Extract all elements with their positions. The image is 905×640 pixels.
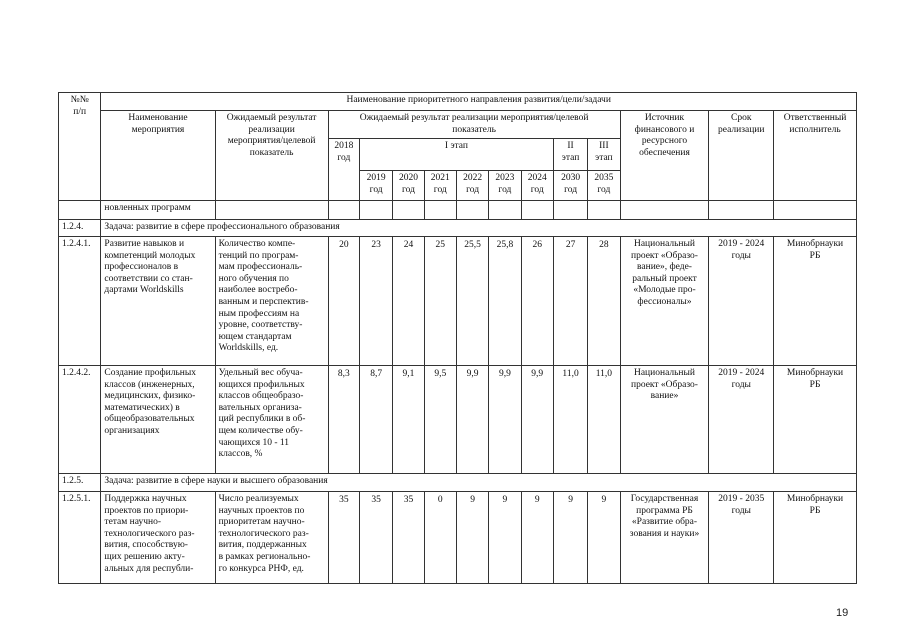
value-2018: 35 xyxy=(328,492,359,584)
page-number: 19 xyxy=(836,607,849,619)
header-direction: Наименование приоритетного направления развития/цели/задачи xyxy=(101,93,857,111)
expected-result: Количество компе- тенций по програм- мам профессиональ- ного обучения по наиболее востребо- ванным и перспектив- ным профессиям на уровне, соответству- ющем стандартам Worldskills, ед. xyxy=(215,237,328,366)
header-stage-1: I этап xyxy=(360,139,554,171)
event-name: Создание профильных классов (инженерных, медицинских, физико- математических) в общеобразовательных организациях xyxy=(101,366,215,474)
continuation-name: новленных программ xyxy=(101,201,215,220)
header-funding-source: Источник финансового и ресурсного обеспечения xyxy=(620,111,709,201)
term: 2019 - 2035 годы xyxy=(709,492,774,584)
value-2019: 8,7 xyxy=(360,366,393,474)
value-2030: 11,0 xyxy=(553,366,587,474)
value-2020: 35 xyxy=(393,492,424,584)
value-2035: 9 xyxy=(588,492,620,584)
task-text: Задача: развитие в сфере науки и высшего образования xyxy=(101,474,857,492)
table-row xyxy=(59,237,857,366)
header-year-2035: 2035 год xyxy=(588,171,620,201)
value-2023: 9 xyxy=(489,492,521,584)
event-name: Поддержка научных проектов по приори- тетам научно- технологического раз- вития, способствую- щих решению акту- альных для республи- xyxy=(101,492,215,584)
value-2021: 9,5 xyxy=(424,366,456,474)
event-name: Развитие навыков и компетенций молодых профессионалов в соответствии со стан- дартами Worldskills xyxy=(101,237,215,366)
value-2022: 9,9 xyxy=(456,366,488,474)
row-number: 1.2.4.1. xyxy=(59,237,101,366)
header-year-2020: 2020 год xyxy=(393,171,424,201)
row-number: 1.2.4.2. xyxy=(59,366,101,474)
value-2024: 26 xyxy=(521,237,553,366)
responsible: Минобрнауки РБ xyxy=(774,492,857,584)
header-row-1 xyxy=(59,93,857,111)
header-row-number: №№ п/п xyxy=(59,93,101,201)
header-year-2018: 2018 год xyxy=(328,139,359,201)
value-2022: 9 xyxy=(456,492,488,584)
funding-source: Национальный проект «Образо- вание» xyxy=(620,366,709,474)
value-2018: 20 xyxy=(328,237,359,366)
value-2022: 25,5 xyxy=(456,237,488,366)
responsible: Минобрнауки РБ xyxy=(774,237,857,366)
header-term: Срок реализации xyxy=(709,111,774,201)
value-2024: 9,9 xyxy=(521,366,553,474)
value-2020: 24 xyxy=(393,237,424,366)
value-2019: 35 xyxy=(360,492,393,584)
header-expected-indicator: Ожидаемый результат реализации мероприятия/целевой показатель xyxy=(328,111,620,139)
header-year-2022: 2022 год xyxy=(456,171,488,201)
continuation-row xyxy=(59,201,857,220)
task-row xyxy=(59,220,857,237)
task-number: 1.2.5. xyxy=(59,474,101,492)
header-year-2030: 2030 год xyxy=(553,171,587,201)
responsible: Минобрнауки РБ xyxy=(774,366,857,474)
task-text: Задача: развитие в сфере профессионального образования xyxy=(101,220,857,237)
task-number: 1.2.4. xyxy=(59,220,101,237)
funding-source: Государственная программа РБ «Развитие обра- зования и науки» xyxy=(620,492,709,584)
funding-source: Национальный проект «Образо- вание», феде- ральный проект «Молодые про- фессионалы» xyxy=(620,237,709,366)
value-2030: 9 xyxy=(553,492,587,584)
row-number: 1.2.5.1. xyxy=(59,492,101,584)
expected-result: Удельный вес обуча- ющихся профильных классов общеобразо- вательных организа- ций республики в об- щем количестве обу- чающихся 10 - 11 классов, % xyxy=(215,366,328,474)
header-year-2023: 2023 год xyxy=(489,171,521,201)
header-year-2019: 2019 год xyxy=(360,171,393,201)
header-event-name: Наименование мероприятия xyxy=(101,111,215,201)
value-2030: 27 xyxy=(553,237,587,366)
continuation-num xyxy=(59,201,101,220)
table-row xyxy=(59,492,857,584)
header-year-2024: 2024 год xyxy=(521,171,553,201)
header-stage-2: II этап xyxy=(553,139,587,171)
header-row-2 xyxy=(59,111,857,139)
term: 2019 - 2024 годы xyxy=(709,366,774,474)
term: 2019 - 2024 годы xyxy=(709,237,774,366)
value-2018: 8,3 xyxy=(328,366,359,474)
header-stage-3: III этап xyxy=(588,139,620,171)
value-2024: 9 xyxy=(521,492,553,584)
header-year-2021: 2021 год xyxy=(424,171,456,201)
value-2021: 25 xyxy=(424,237,456,366)
expected-result: Число реализуемых научных проектов по приоритетам научно- технологического раз- вития, поддержанных в рамках регионально- го конкурса РНФ, ед. xyxy=(215,492,328,584)
measures-table xyxy=(58,92,857,584)
value-2023: 9,9 xyxy=(489,366,521,474)
task-row xyxy=(59,474,857,492)
value-2035: 11,0 xyxy=(588,366,620,474)
header-expected-result: Ожидаемый результат реализации мероприятия/целевой показатель xyxy=(215,111,328,201)
value-2019: 23 xyxy=(360,237,393,366)
header-responsible: Ответственный исполнитель xyxy=(774,111,857,201)
table-row xyxy=(59,366,857,474)
value-2020: 9,1 xyxy=(393,366,424,474)
value-2023: 25,8 xyxy=(489,237,521,366)
value-2021: 0 xyxy=(424,492,456,584)
value-2035: 28 xyxy=(588,237,620,366)
